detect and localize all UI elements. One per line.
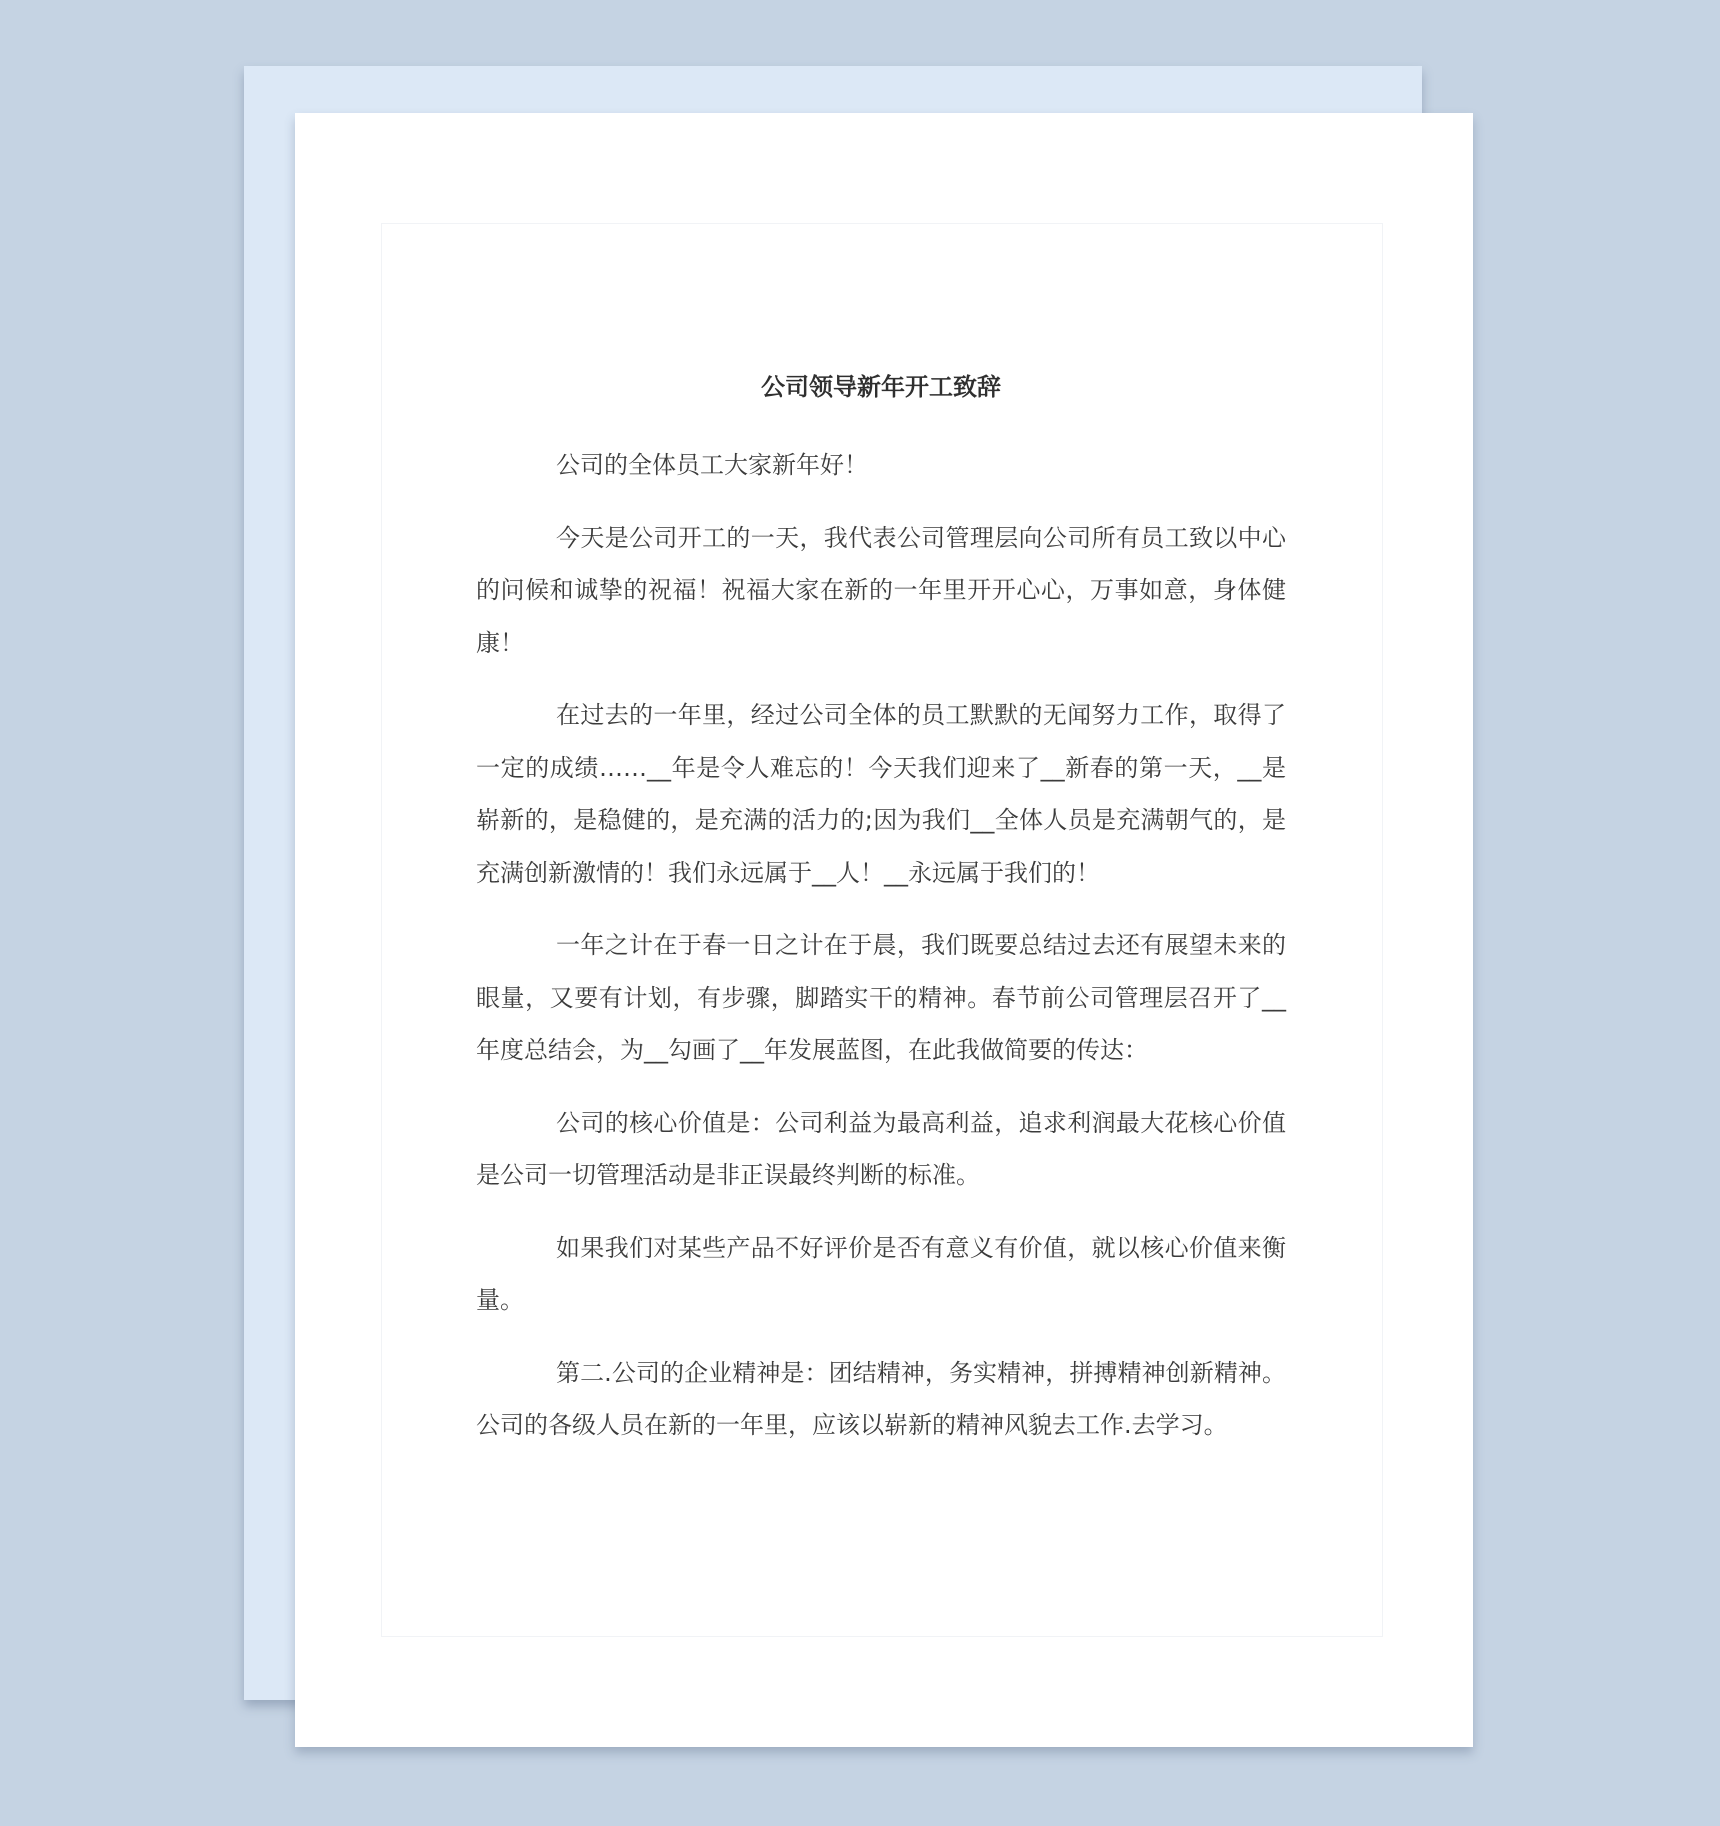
paragraph-planning: 一年之计在于春一日之计在于晨，我们既要总结过去还有展望未来的眼量，又要有计划，有步骤，脚踏实干的精神。春节前公司管理层召开了__年度总结会，为__勾画了__年发展蓝图，在此我做简要的传达： — [476, 931, 1286, 1064]
paragraph-past-year: 在过去的一年里，经过公司全体的员工默默的无闻努力工作，取得了一定的成绩……__年是令人难忘的！今天我们迎来了__新春的第一天，__是崭新的，是稳健的，是充满的活力的;因为我们__全体人员是充满朝气的，是充满创新激情的！我们永远属于__人！__永远属于我们的！ — [476, 701, 1286, 887]
paragraph-evaluation: 如果我们对某些产品不好评价是否有意义有价值，就以核心价值来衡量。 — [476, 1233, 1286, 1314]
paragraph-core-value: 公司的核心价值是：公司利益为最高利益，追求利润最大花核心价值是公司一切管理活动是非正误最终判断的标准。 — [476, 1108, 1286, 1189]
paragraph-enterprise-spirit: 第二.公司的企业精神是：团结精神，务实精神，拼搏精神创新精神。公司的各级人员在新的一年里，应该以崭新的精神风貌去工作.去学习。 — [476, 1358, 1286, 1439]
document-title: 公司领导新年开工致辞 — [761, 373, 1001, 401]
paragraph-greeting: 公司的全体员工大家新年好！ — [556, 451, 868, 479]
document-page — [295, 113, 1473, 1747]
paragraph-opening-wishes: 今天是公司开工的一天，我代表公司管理层向公司所有员工致以中心的问候和诚挚的祝福！祝福大家在新的一年里开开心心，万事如意，身体健康！ — [476, 523, 1286, 657]
document-body — [476, 358, 1286, 1472]
